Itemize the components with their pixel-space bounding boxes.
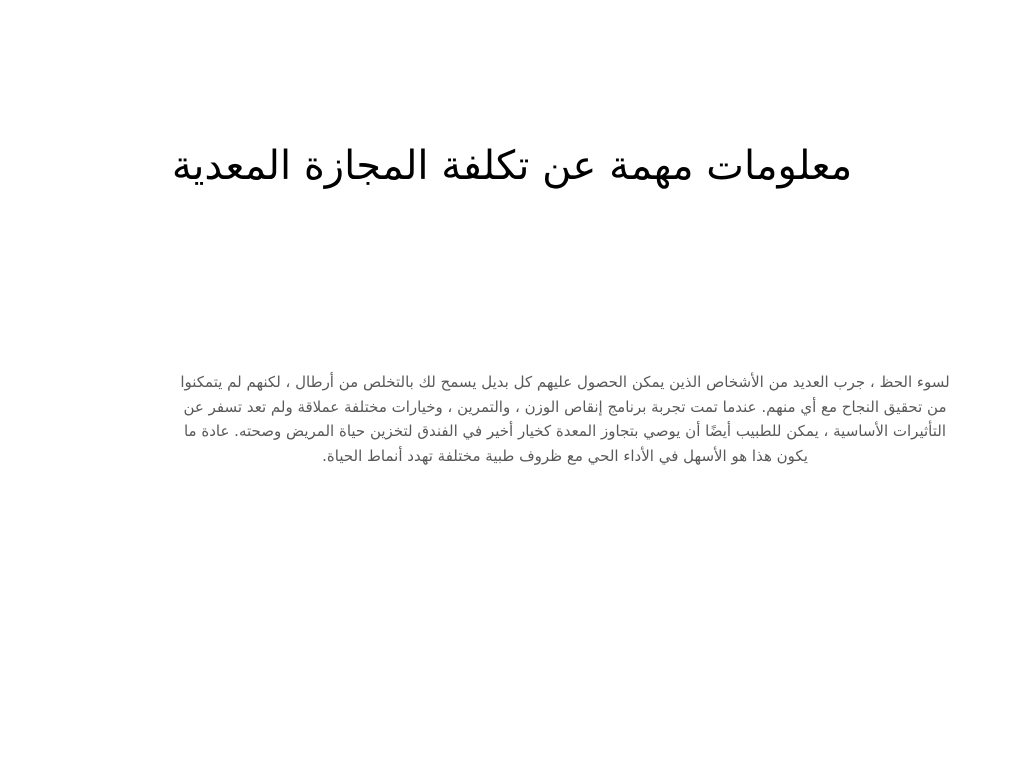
slide-title: معلومات مهمة عن تكلفة المجازة المعدية bbox=[171, 143, 853, 189]
slide-body-text: لسوء الحظ ، جرب العديد من الأشخاص الذين يمكن الحصول عليهم كل بديل يسمح لك بالتخلص من أرطال ، لكنهم لم يتمكنوا من تحقيق النجاح مع أي منهم. عندما تمت تجربة برنامج إنقاص الوزن ، والتمرين ، وخيارات مختلفة عملاقة ولم تعد تسفر عن التأثيرات الأساسية ، يمكن للطبيب أيضًا أن يوصي بتجاوز المعدة كخيار أخير في الفندق لتخزين حياة المريض وصحته. عادة ما يكون هذا هو الأسهل في الأداء الحي مع ظروف طبية مختلفة تهدد أنماط الحياة. bbox=[180, 373, 950, 465]
